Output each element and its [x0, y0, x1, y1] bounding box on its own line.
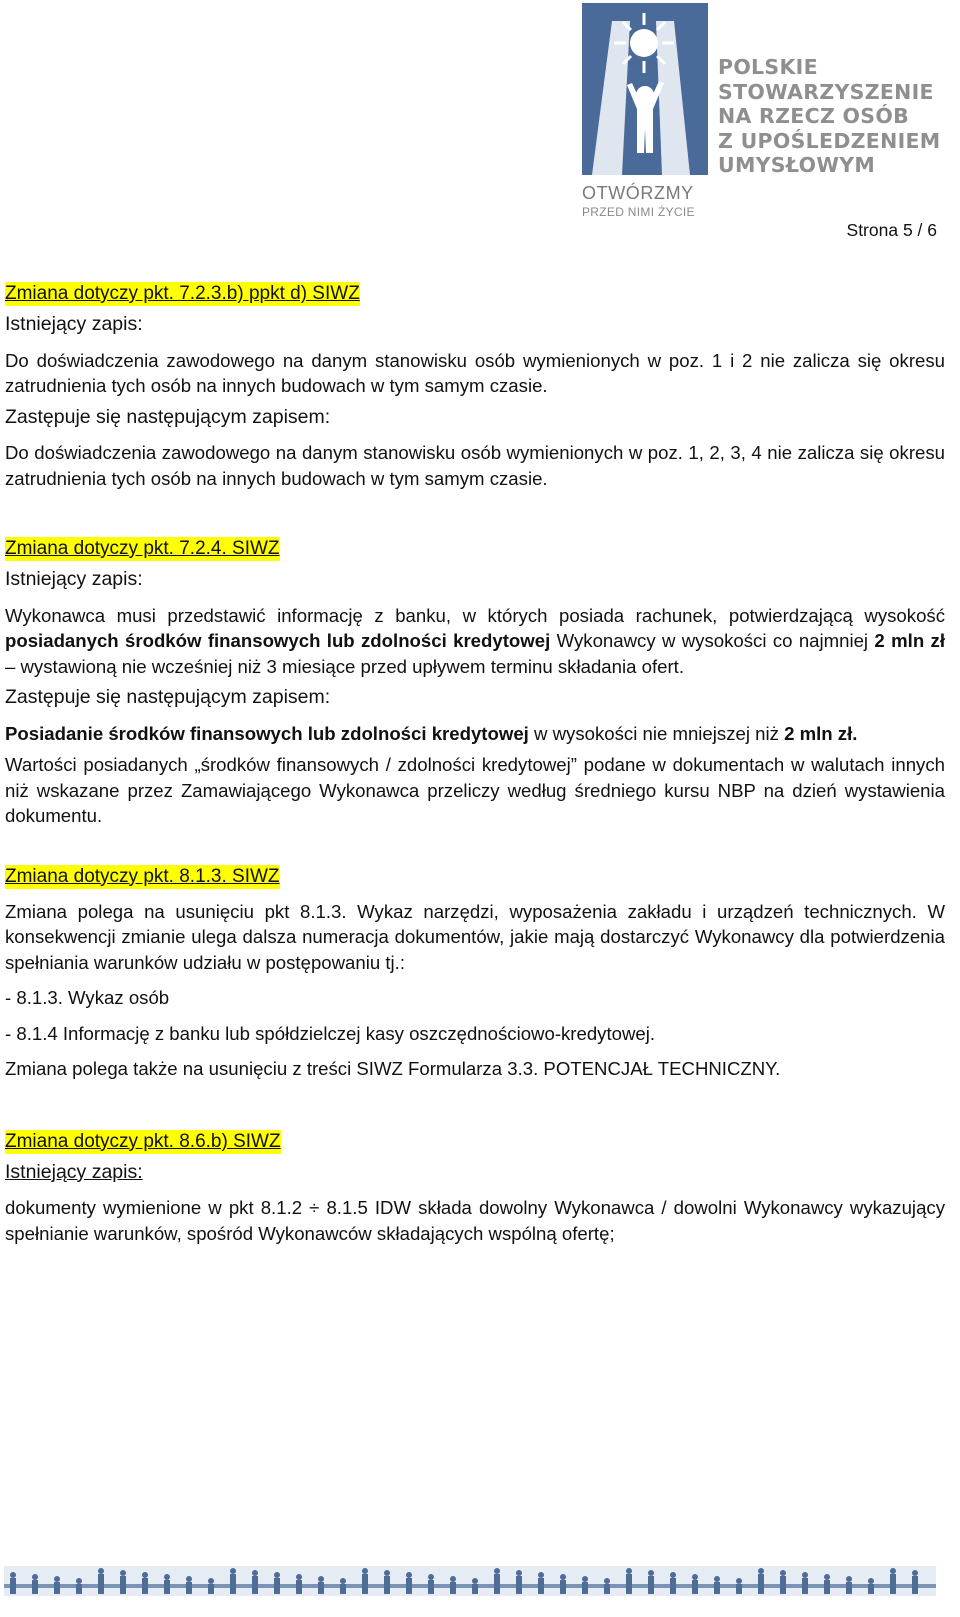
logo-subtagline: PRZED NIMI ŻYCIE: [582, 205, 695, 219]
text-run: Wykonawcy w wysokości co najmniej: [550, 630, 875, 651]
footer-figure: [582, 1582, 588, 1594]
footer-figure: [54, 1582, 60, 1594]
footer-figure-head: [868, 1578, 874, 1584]
footer-figure: [450, 1582, 456, 1594]
footer-figure-head: [736, 1578, 742, 1584]
footer-figure-head: [318, 1576, 324, 1582]
footer-figure-head: [670, 1572, 676, 1578]
footer-figure: [340, 1584, 346, 1594]
footer-figure: [802, 1578, 808, 1594]
list-item: - 8.1.3. Wykaz osób: [5, 987, 170, 1008]
footer-figure: [384, 1576, 390, 1594]
footer-figure: [252, 1576, 258, 1594]
footer-figure: [406, 1578, 412, 1594]
footer-figure-head: [472, 1578, 478, 1584]
footer-figure: [186, 1582, 192, 1594]
org-name-line: Z UPOŚLEDZENIEM: [718, 128, 941, 153]
text-run: Wykonawca musi przedstawić informację z banku, w których posiada rachunek, potwierdzającą wysokość: [5, 604, 945, 626]
footer-figure: [472, 1584, 478, 1594]
org-name-line: NA RZECZ OSÓB: [718, 104, 910, 128]
footer-figure: [912, 1576, 918, 1594]
footer-figure: [142, 1578, 148, 1594]
footer-figure-head: [890, 1568, 896, 1574]
text-run: w wysokości nie mniejszej niż: [528, 722, 785, 744]
footer-figure-head: [384, 1570, 390, 1576]
footer-figure-head: [626, 1568, 632, 1574]
footer-figure-head: [32, 1574, 38, 1580]
footer-figure: [626, 1574, 632, 1594]
text-run-bold: 2 mln zł.: [784, 722, 858, 744]
footer-pattern-icon: [4, 1566, 936, 1596]
footer-figure-head: [164, 1574, 170, 1580]
section-8-6-b: [5, 1128, 945, 1247]
page-number: Strona 5 / 6: [846, 220, 937, 240]
text-run-bold: Posiadanie środków finansowych lub zdolności kredytowej: [5, 722, 529, 744]
section-title: Zmiana dotyczy pkt. 8.6.b) SIWZ: [5, 1130, 281, 1152]
footer-figure: [362, 1574, 368, 1594]
replaced-text: Do doświadczenia zawodowego na danym stanowisku osób wymienionych w poz. 1, 2, 3, 4 nie zalicza się okresu zatrudnienia tych osób na innych budowach w tym samym czasie.: [5, 442, 945, 489]
footer-figure: [274, 1578, 280, 1594]
footer-figure: [890, 1574, 896, 1594]
replaced-text: [5, 721, 945, 747]
text-run-bold: posiadanych środków finansowych lub zdolności kredytowej: [5, 630, 551, 651]
footer-figure-head: [54, 1576, 60, 1582]
footer-figure: [494, 1574, 500, 1594]
replaced-text-2: Wartości posiadanych „środków finansowych / zdolności kredytowej” podane w dokumentach w walutach innych niż wskazane przez Zamawiającego Wykonawca przeliczy według średniego kursu NBP na dzień wystawienia dokumentu.: [5, 754, 945, 826]
footer-figure: [428, 1580, 434, 1594]
existing-text: dokumenty wymienione w pkt 8.1.2 ÷ 8.1.5 IDW składa dowolny Wykonawca / dowolni Wykonawcy wykazujący spełnianie warunków, spośród Wykonawców składających wspólną ofertę;: [5, 1197, 945, 1244]
footer-figure-head: [450, 1576, 456, 1582]
section-7-2-3: [5, 280, 945, 491]
section-title: Zmiana dotyczy pkt. 7.2.3.b) ppkt d) SIWZ: [5, 283, 360, 304]
footer-figure-head: [340, 1578, 346, 1584]
logo-tagline: OTWÓRZMY: [582, 183, 694, 203]
existing-label: Istniejący zapis:: [5, 313, 143, 335]
footer-figure-head: [604, 1578, 610, 1584]
footer-figure-head: [120, 1570, 126, 1576]
footer-figure-head: [296, 1574, 302, 1580]
existing-text: Do doświadczenia zawodowego na danym stanowisku osób wymienionych w poz. 1 i 2 nie zalicza się okresu zatrudnienia tych osób na innych budowach w tym samym czasie.: [5, 349, 945, 396]
footer-figure-head: [802, 1572, 808, 1578]
text-run-bold: 2 mln zł: [874, 630, 945, 651]
footer-figure-head: [692, 1574, 698, 1580]
footer-figure: [736, 1584, 742, 1594]
footer-figure: [692, 1580, 698, 1594]
existing-label: Istniejący zapis:: [5, 568, 143, 590]
document-body: [5, 280, 945, 1246]
footer-figure: [846, 1582, 852, 1594]
change-text: Zmiana polega na usunięciu pkt 8.1.3. Wykaz narzędzi, wyposażenia zakładu i urządzeń technicznych. W konsekwencji zmianie ulega dalsza numeracja dokumentów, jakie mają dostarczyć Wykonawcy dla potwierdzenia spełniania warunków udziału w postępowaniu tj.:: [5, 900, 945, 973]
section-title: Zmiana dotyczy pkt. 8.1.3. SIWZ: [5, 865, 280, 887]
footer-figure-head: [714, 1576, 720, 1582]
footer-figure: [648, 1576, 654, 1594]
footer-figure: [164, 1580, 170, 1594]
replaced-label: Zastępuje się następującym zapisem:: [5, 686, 331, 708]
footer-figure: [32, 1580, 38, 1594]
person-under-sun-icon: [582, 3, 708, 188]
footer-figure: [604, 1584, 610, 1594]
footer-figure: [780, 1576, 786, 1594]
footer-figure-head: [208, 1578, 214, 1584]
org-name-line: STOWARZYSZENIE: [718, 79, 934, 104]
change-text: Zmiana polega także na usunięciu z treści SIWZ Formularza 3.3. POTENCJAŁ TECHNICZNY.: [5, 1058, 781, 1079]
footer-figure: [76, 1584, 82, 1594]
org-name-line: UMYSŁOWYM: [718, 153, 876, 177]
footer-figure-head: [516, 1570, 522, 1576]
footer-figure: [296, 1580, 302, 1594]
footer-figure-head: [230, 1568, 236, 1574]
org-logo: [582, 3, 960, 218]
footer-figure-head: [560, 1574, 566, 1580]
footer-figure: [208, 1584, 214, 1594]
footer-figure-head: [186, 1576, 192, 1582]
list-item: - 8.1.4 Informację z banku lub spółdzielczej kasy oszczędnościowo-kredytowej.: [5, 1022, 656, 1044]
footer-figure-head: [582, 1576, 588, 1582]
footer-figure-head: [252, 1570, 258, 1576]
footer-figure: [758, 1574, 764, 1594]
footer-figure: [98, 1574, 104, 1594]
text-run: – wystawioną nie wcześniej niż 3 miesiące przed upływem terminu składania ofert.: [5, 655, 684, 677]
org-name: [718, 55, 941, 178]
footer-figure: [10, 1578, 16, 1594]
footer-figure-head: [758, 1568, 764, 1574]
footer-figure-head: [98, 1568, 104, 1574]
existing-label: Istniejący zapis:: [5, 1160, 143, 1183]
footer-figure-head: [846, 1576, 852, 1582]
section-title: Zmiana dotyczy pkt. 7.2.4. SIWZ: [5, 538, 280, 559]
footer-figure: [714, 1582, 720, 1594]
footer-figure: [318, 1582, 324, 1594]
footer-figure-head: [362, 1568, 368, 1574]
existing-text: [5, 603, 945, 680]
footer-figure-head: [648, 1570, 654, 1576]
footer-figure-head: [428, 1574, 434, 1580]
footer-figure-head: [912, 1570, 918, 1576]
section-8-1-3: [5, 863, 945, 1082]
footer-figure-head: [406, 1572, 412, 1578]
footer-figure-head: [780, 1570, 786, 1576]
footer-figure: [824, 1580, 830, 1594]
footer-figure-head: [274, 1572, 280, 1578]
footer-figure: [538, 1578, 544, 1594]
footer-figure: [868, 1584, 874, 1594]
org-name-line: POLSKIE: [718, 55, 818, 79]
footer-figure: [120, 1576, 126, 1594]
footer-figure: [230, 1574, 236, 1594]
footer-figure-head: [824, 1574, 830, 1580]
footer-figure-head: [10, 1572, 16, 1578]
footer-figure-head: [538, 1572, 544, 1578]
footer-figure-head: [142, 1572, 148, 1578]
replaced-label: Zastępuje się następującym zapisem:: [5, 405, 331, 428]
footer-figure-head: [494, 1568, 500, 1574]
footer-figure: [670, 1578, 676, 1594]
footer-figure: [560, 1580, 566, 1594]
footer-figure-head: [76, 1578, 82, 1584]
footer-figure: [516, 1576, 522, 1594]
section-7-2-4: [5, 535, 945, 829]
